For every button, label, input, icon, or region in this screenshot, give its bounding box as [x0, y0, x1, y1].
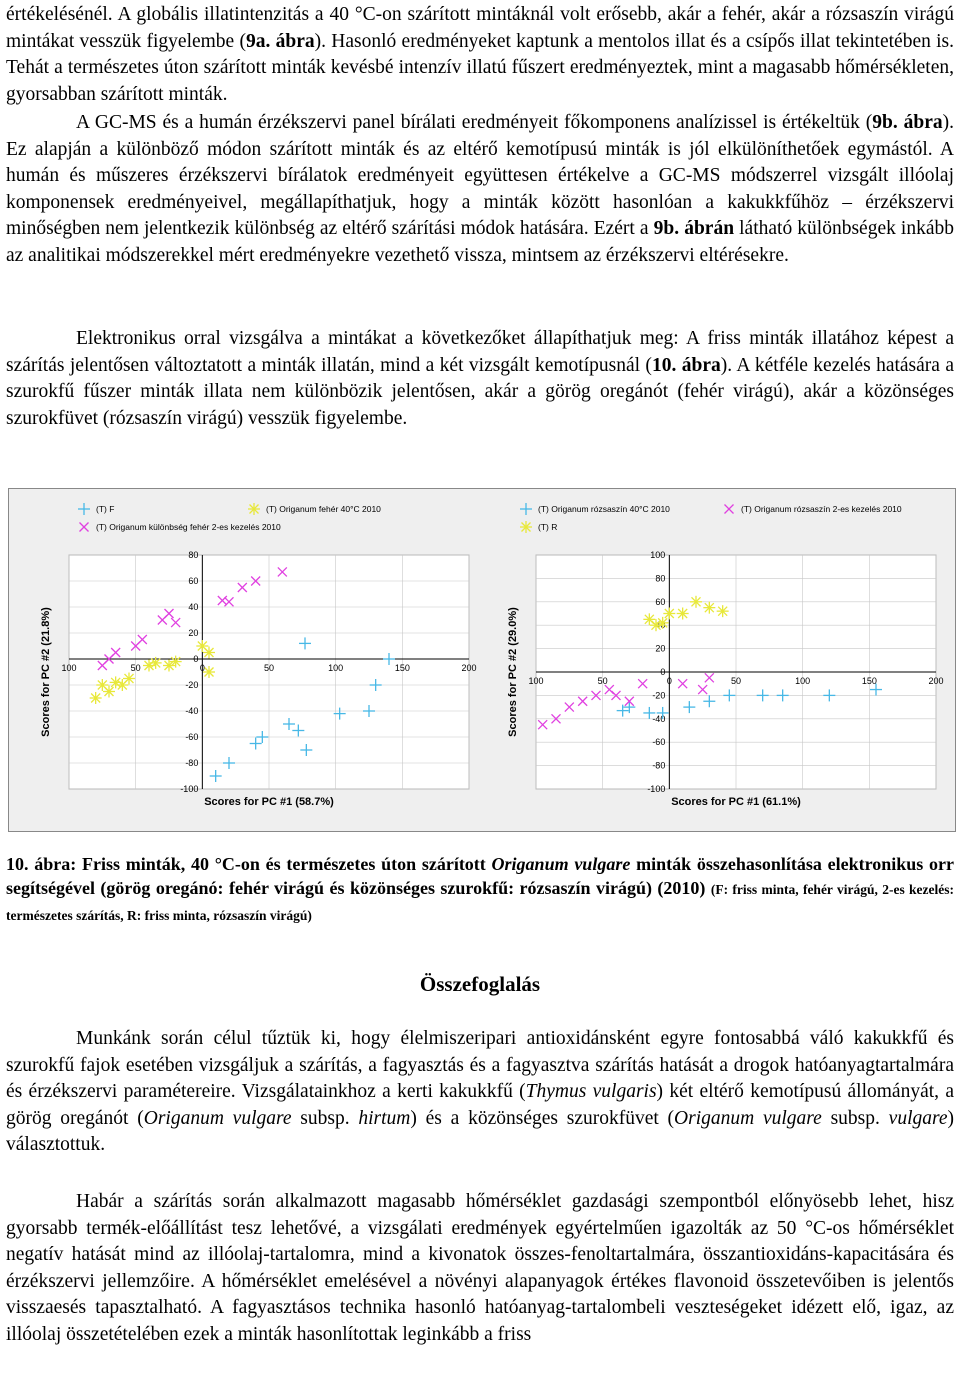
y-tick-label: -80	[652, 760, 666, 771]
x-tick-label: 50	[597, 676, 608, 686]
x-tick-label: 0	[199, 663, 205, 673]
data-point-star	[123, 673, 135, 685]
data-point-star	[690, 596, 702, 608]
figure-reference: 9b. ábrán	[653, 218, 735, 240]
y-tick-label: 60	[188, 576, 199, 586]
x-tick-label: 200	[461, 663, 477, 673]
data-point-star	[248, 503, 260, 515]
data-point-plus	[520, 503, 532, 515]
paragraph-text: subsp.	[291, 1107, 359, 1129]
x-tick-label: 100	[795, 676, 811, 686]
summary-paragraph-1	[6, 1026, 954, 1159]
y-tick-label: 0	[660, 667, 666, 677]
data-point-star	[520, 521, 532, 533]
data-point-star	[203, 666, 215, 678]
x-tick-label: 100	[528, 676, 544, 686]
data-point-star	[677, 608, 689, 620]
summary-paragraph-2	[6, 1189, 954, 1349]
caption-text: 10. ábra: Friss minták, 40 °C-on és természetes úton szárított	[6, 854, 492, 874]
data-point-star	[196, 640, 208, 652]
data-point-star	[703, 602, 715, 614]
species-name: vulgare	[888, 1107, 948, 1129]
section-heading: Összefoglalás	[419, 972, 541, 996]
x-tick-label: 0	[666, 676, 672, 686]
paragraph-text: ) és a közönséges szurokfüvet (	[410, 1107, 675, 1129]
data-point-x	[725, 505, 734, 514]
x-tick-label: 200	[928, 676, 944, 686]
y-tick-label: 20	[655, 643, 666, 654]
legend-label: (T) R	[538, 522, 558, 532]
species-name: Origanum vulgare	[143, 1107, 292, 1129]
y-tick-label: -100	[647, 784, 666, 794]
y-tick-label: 40	[188, 602, 199, 612]
legend-label: (T) Origanum rózsaszín 40°C 2010	[538, 504, 670, 514]
figure-caption	[6, 852, 954, 928]
y-tick-label: -20	[185, 680, 199, 690]
y-tick-label: -40	[185, 706, 199, 716]
species-name: Thymus vulgaris	[525, 1081, 657, 1103]
y-tick-label: 20	[188, 628, 199, 638]
pca-score-plots	[9, 489, 955, 831]
paragraph-text: ). Ez alapján a különböző módon szárított minták és az eltérő kemotípusú minták is jól elkülöníthetőek egymástól. A humán és műszeres érzékszervi bírálatok eredményeit együttesen értékelve a GC-MS módszerrel vizsgált illóolaj komponensek eredményeivel, megállapíthatjuk, hogy a minták között hasonlóan a kakukkfűhöz – érzékszervi minőségben nem jelentkezik különbség az eltérő szárítási módok hatására. Ezért a	[6, 112, 954, 240]
data-point-star	[150, 657, 162, 669]
x-axis-label: Scores for PC #1 (61.1%)	[671, 796, 801, 808]
legend-label: (T) F	[96, 504, 115, 514]
species-name: hirtum	[358, 1107, 411, 1129]
caption-species: Origanum vulgare	[491, 854, 631, 874]
x-tick-label: 100	[61, 663, 77, 673]
x-tick-label: 50	[263, 663, 275, 673]
x-tick-label: 150	[394, 663, 410, 673]
paragraph-text: ). A kétféle kezelés hatására a szurokfű fűszer minták illata nem különbözik jelentősen, akár a görög oregánót (fehér virágú), akár a közönséges szurokfüvet (rózsaszín virágú) vesszük figyelembe.	[6, 354, 955, 429]
data-point-star	[90, 692, 102, 704]
y-tick-label: -60	[652, 737, 666, 748]
data-point-star	[170, 656, 182, 668]
paragraph-text: ) választottuk.	[6, 1107, 955, 1156]
data-point-plus	[78, 503, 90, 515]
body-paragraph-1	[6, 2, 954, 108]
y-axis-label: Scores for PC #2 (21.8%)	[40, 607, 52, 737]
y-tick-label: -80	[185, 758, 199, 768]
data-point-x	[80, 523, 89, 532]
paragraph-text: subsp.	[821, 1107, 889, 1129]
chart-panel-2	[507, 503, 944, 808]
y-tick-label: 80	[655, 573, 666, 584]
legend-label: (T) Origanum fehér 40°C 2010	[266, 504, 381, 514]
paragraph-text: Munkánk során célul tűztük ki, hogy élelmiszeripari antioxidánsként egyre fontosabbá váló kakukkfű és szurokfű fajok esetében vizsgáljuk a szárítás, a fagyasztás és a fagyasztva szárítás hatását a drogok hatóanyagtartalmára és érzékszervi paramétereire. Vizsgálatainkhoz a kerti kakukkfű (	[6, 1028, 954, 1103]
y-tick-label: -20	[652, 690, 666, 701]
x-tick-label: 50	[730, 676, 742, 686]
y-tick-label: -60	[185, 732, 199, 742]
y-tick-label: -100	[180, 784, 199, 794]
paragraph-text: ). Hasonló eredményeket kaptunk a mentolos illat és a csípős illat tekintetében is. Tehát a természetes úton szárított minták kevésbé intenzív illatú fűszert eredményeztek, mint a magasabb hőmérsékleten, gyorsabban szárított minták.	[6, 30, 955, 105]
body-paragraph-3	[6, 326, 954, 432]
paragraph-text: ) két eltérő kemotípusú állományát, a görög oregánót (	[6, 1081, 954, 1129]
y-tick-label: 0	[193, 654, 199, 664]
x-tick-label: 100	[328, 663, 344, 673]
paragraph-text: Elektronikus orral vizsgálva a mintákat a következőket állapíthatjuk meg: A friss minták illatához képest a szárítás jelentősen változtatott a minták illatán, mind a két vizsgált kemotípusnál (	[6, 328, 954, 376]
data-point-star	[663, 608, 675, 620]
data-point-star	[657, 617, 669, 629]
figure-reference: 9b. ábra	[872, 112, 943, 133]
paragraph-text: látható különbségek inkább az analitikai módszerekkel mért eredményekre vezethető vissza, mintsem az érzékszervi eltérésekre.	[6, 218, 954, 266]
caption-text: minták összehasonlítása elektronikus orr segítségével (görög oregánó: fehér virágú és közönséges szurokfű: rózsaszín virágú) (2010)	[6, 854, 954, 898]
paragraph-text: értékelésénél. A globális illatintenzitás a 40 °C-on szárított mintáknál volt erősebb, akár a fehér, akár a rózsaszín virágú mintákat vesszük figyelembe (	[6, 4, 954, 52]
x-tick-label: 150	[861, 676, 877, 686]
x-axis-label: Scores for PC #1 (58.7%)	[204, 796, 334, 808]
paragraph-text: A GC-MS és a humán érzékszervi panel bírálati eredményeit főkomponens analízissel is értékeltük (	[76, 112, 873, 133]
paragraph-text: Habár a szárítás során alkalmazott magasabb hőmérséklet gazdasági szempontból előnyösebb lehet, hisz gyorsabb termék-előállítást tesz lehetővé, a vizsgálati eredmények egyértelműen igazolták az 50 °C-os hőmérséklet negatív hatását mind az illóolaj-tartalomra, mind a kivonatok összes-fenoltartalmára, összantioxidáns-kapacitására és érzékszervi jellemzőire. A hőmérséklet emelésével a növényi alapanyagok értékes flavonoid összetevőiben is jelentős visszaesés tapasztalható. A fagyasztásos technika hasonló hatóanyag-tartalombeli veszteségeket idézett elő, igaz, az illóolaj összetételében ezek a minták hasonlítottak leginkább a friss	[6, 1191, 954, 1345]
species-name: Origanum vulgare	[674, 1107, 822, 1129]
figure-reference: 10. ábra	[651, 354, 721, 376]
y-tick-label: 80	[188, 550, 199, 560]
x-tick-label: 50	[130, 663, 141, 673]
body-paragraph-2	[6, 110, 954, 270]
caption-legend-note: (F: friss minta, fehér virágú, 2-es kezelés: természetes szárítás, R: friss minta, rózsaszín virágú)	[6, 882, 954, 923]
legend-label: (T) Origanum rózsaszín 2-es kezelés 2010	[741, 504, 902, 514]
y-axis-label: Scores for PC #2 (29.0%)	[507, 607, 519, 737]
legend-label: (T) Origanum különbség fehér 2-es kezelés 2010	[96, 522, 281, 532]
figure-10	[8, 488, 956, 832]
chart-panel-1	[40, 503, 477, 808]
y-tick-label: 100	[650, 550, 666, 560]
y-tick-label: 60	[655, 596, 666, 607]
data-point-star	[717, 605, 729, 617]
data-point-star	[103, 686, 115, 698]
y-tick-label: -40	[652, 713, 666, 724]
figure-reference: 9a. ábra	[245, 30, 315, 52]
